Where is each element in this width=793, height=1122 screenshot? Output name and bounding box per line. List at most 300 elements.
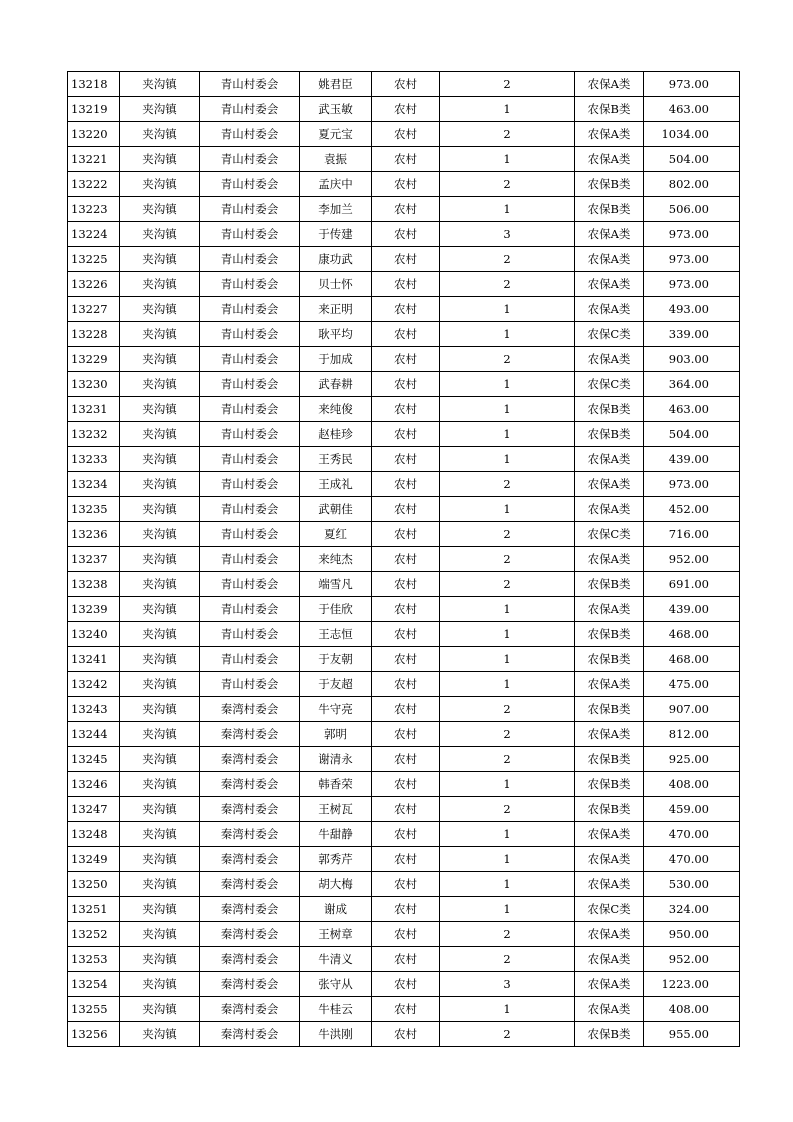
- record-id-cell: 13254: [68, 972, 120, 997]
- record-id-cell: 13220: [68, 122, 120, 147]
- town-cell: 夹沟镇: [120, 672, 200, 697]
- member-count-cell: 1: [440, 372, 575, 397]
- name-cell: 于传建: [300, 222, 372, 247]
- household-type-cell: 农村: [372, 522, 440, 547]
- amount-cell: 1034.00: [644, 122, 740, 147]
- household-type-cell: 农村: [372, 572, 440, 597]
- table-row: [68, 622, 740, 647]
- village-committee-cell: 青山村委会: [200, 222, 300, 247]
- table-row: [68, 347, 740, 372]
- name-cell: 来纯俊: [300, 397, 372, 422]
- table-row: [68, 72, 740, 97]
- name-cell: 赵桂珍: [300, 422, 372, 447]
- amount-cell: 973.00: [644, 272, 740, 297]
- household-type-cell: 农村: [372, 922, 440, 947]
- amount-cell: 493.00: [644, 297, 740, 322]
- member-count-cell: 2: [440, 172, 575, 197]
- member-count-cell: 1: [440, 297, 575, 322]
- town-cell: 夹沟镇: [120, 897, 200, 922]
- record-id-cell: 13252: [68, 922, 120, 947]
- town-cell: 夹沟镇: [120, 372, 200, 397]
- village-committee-cell: 青山村委会: [200, 472, 300, 497]
- member-count-cell: 3: [440, 222, 575, 247]
- record-id-cell: 13247: [68, 797, 120, 822]
- insurance-class-cell: 农保A类: [575, 722, 644, 747]
- amount-cell: 324.00: [644, 897, 740, 922]
- member-count-cell: 2: [440, 122, 575, 147]
- member-count-cell: 1: [440, 322, 575, 347]
- name-cell: 王树瓦: [300, 797, 372, 822]
- record-id-cell: 13243: [68, 697, 120, 722]
- town-cell: 夹沟镇: [120, 397, 200, 422]
- table-row: [68, 747, 740, 772]
- town-cell: 夹沟镇: [120, 222, 200, 247]
- name-cell: 袁振: [300, 147, 372, 172]
- table-row: [68, 272, 740, 297]
- table-row: [68, 497, 740, 522]
- member-count-cell: 1: [440, 397, 575, 422]
- amount-cell: 973.00: [644, 472, 740, 497]
- household-type-cell: 农村: [372, 697, 440, 722]
- town-cell: 夹沟镇: [120, 697, 200, 722]
- village-committee-cell: 青山村委会: [200, 497, 300, 522]
- town-cell: 夹沟镇: [120, 547, 200, 572]
- amount-cell: 452.00: [644, 497, 740, 522]
- household-type-cell: 农村: [372, 322, 440, 347]
- household-type-cell: 农村: [372, 1022, 440, 1047]
- insurance-class-cell: 农保B类: [575, 572, 644, 597]
- table-row: [68, 372, 740, 397]
- member-count-cell: 1: [440, 597, 575, 622]
- name-cell: 姚君臣: [300, 72, 372, 97]
- member-count-cell: 1: [440, 622, 575, 647]
- village-committee-cell: 青山村委会: [200, 247, 300, 272]
- insurance-class-cell: 农保B类: [575, 647, 644, 672]
- insurance-class-cell: 农保A类: [575, 947, 644, 972]
- name-cell: 郭明: [300, 722, 372, 747]
- town-cell: 夹沟镇: [120, 772, 200, 797]
- table-row: [68, 297, 740, 322]
- insurance-class-cell: 农保B类: [575, 697, 644, 722]
- town-cell: 夹沟镇: [120, 147, 200, 172]
- village-committee-cell: 秦湾村委会: [200, 722, 300, 747]
- record-id-cell: 13241: [68, 647, 120, 672]
- household-type-cell: 农村: [372, 272, 440, 297]
- household-type-cell: 农村: [372, 297, 440, 322]
- record-id-cell: 13234: [68, 472, 120, 497]
- town-cell: 夹沟镇: [120, 947, 200, 972]
- village-committee-cell: 青山村委会: [200, 597, 300, 622]
- name-cell: 王秀民: [300, 447, 372, 472]
- table-row: [68, 772, 740, 797]
- record-id-cell: 13224: [68, 222, 120, 247]
- amount-cell: 459.00: [644, 797, 740, 822]
- record-id-cell: 13221: [68, 147, 120, 172]
- village-committee-cell: 青山村委会: [200, 572, 300, 597]
- member-count-cell: 2: [440, 272, 575, 297]
- town-cell: 夹沟镇: [120, 972, 200, 997]
- insurance-class-cell: 农保A类: [575, 547, 644, 572]
- member-count-cell: 1: [440, 872, 575, 897]
- insurance-class-cell: 农保C类: [575, 897, 644, 922]
- household-type-cell: 农村: [372, 222, 440, 247]
- amount-cell: 907.00: [644, 697, 740, 722]
- table-row: [68, 722, 740, 747]
- roster-body: [68, 72, 740, 1047]
- amount-cell: 463.00: [644, 97, 740, 122]
- table-row: [68, 472, 740, 497]
- member-count-cell: 2: [440, 797, 575, 822]
- village-committee-cell: 秦湾村委会: [200, 972, 300, 997]
- household-type-cell: 农村: [372, 797, 440, 822]
- name-cell: 于友朝: [300, 647, 372, 672]
- insurance-class-cell: 农保C类: [575, 372, 644, 397]
- amount-cell: 973.00: [644, 72, 740, 97]
- member-count-cell: 2: [440, 547, 575, 572]
- amount-cell: 475.00: [644, 672, 740, 697]
- member-count-cell: 2: [440, 572, 575, 597]
- insurance-class-cell: 农保A类: [575, 822, 644, 847]
- table-row: [68, 147, 740, 172]
- amount-cell: 470.00: [644, 822, 740, 847]
- amount-cell: 950.00: [644, 922, 740, 947]
- village-committee-cell: 青山村委会: [200, 272, 300, 297]
- record-id-cell: 13237: [68, 547, 120, 572]
- member-count-cell: 2: [440, 72, 575, 97]
- record-id-cell: 13249: [68, 847, 120, 872]
- village-committee-cell: 青山村委会: [200, 397, 300, 422]
- record-id-cell: 13239: [68, 597, 120, 622]
- name-cell: 孟庆中: [300, 172, 372, 197]
- insurance-class-cell: 农保A类: [575, 447, 644, 472]
- household-type-cell: 农村: [372, 822, 440, 847]
- town-cell: 夹沟镇: [120, 172, 200, 197]
- village-committee-cell: 秦湾村委会: [200, 822, 300, 847]
- amount-cell: 439.00: [644, 447, 740, 472]
- amount-cell: 802.00: [644, 172, 740, 197]
- amount-cell: 903.00: [644, 347, 740, 372]
- household-type-cell: 农村: [372, 647, 440, 672]
- insurance-class-cell: 农保B类: [575, 772, 644, 797]
- household-type-cell: 农村: [372, 772, 440, 797]
- village-committee-cell: 青山村委会: [200, 547, 300, 572]
- insurance-class-cell: 农保A类: [575, 872, 644, 897]
- town-cell: 夹沟镇: [120, 747, 200, 772]
- record-id-cell: 13255: [68, 997, 120, 1022]
- household-type-cell: 农村: [372, 947, 440, 972]
- town-cell: 夹沟镇: [120, 97, 200, 122]
- member-count-cell: 1: [440, 447, 575, 472]
- member-count-cell: 2: [440, 722, 575, 747]
- town-cell: 夹沟镇: [120, 122, 200, 147]
- name-cell: 牛洪刚: [300, 1022, 372, 1047]
- name-cell: 耿平均: [300, 322, 372, 347]
- household-type-cell: 农村: [372, 847, 440, 872]
- table-row: [68, 197, 740, 222]
- member-count-cell: 1: [440, 147, 575, 172]
- town-cell: 夹沟镇: [120, 722, 200, 747]
- name-cell: 于友超: [300, 672, 372, 697]
- household-type-cell: 农村: [372, 372, 440, 397]
- name-cell: 武玉敏: [300, 97, 372, 122]
- name-cell: 张守从: [300, 972, 372, 997]
- household-type-cell: 农村: [372, 597, 440, 622]
- town-cell: 夹沟镇: [120, 497, 200, 522]
- amount-cell: 973.00: [644, 222, 740, 247]
- record-id-cell: 13232: [68, 422, 120, 447]
- insurance-class-cell: 农保A类: [575, 72, 644, 97]
- insurance-class-cell: 农保C类: [575, 522, 644, 547]
- village-committee-cell: 青山村委会: [200, 297, 300, 322]
- amount-cell: 463.00: [644, 397, 740, 422]
- household-type-cell: 农村: [372, 897, 440, 922]
- village-committee-cell: 秦湾村委会: [200, 747, 300, 772]
- member-count-cell: 2: [440, 522, 575, 547]
- record-id-cell: 13248: [68, 822, 120, 847]
- household-type-cell: 农村: [372, 547, 440, 572]
- amount-cell: 530.00: [644, 872, 740, 897]
- insurance-class-cell: 农保B类: [575, 197, 644, 222]
- household-type-cell: 农村: [372, 122, 440, 147]
- amount-cell: 439.00: [644, 597, 740, 622]
- table-row: [68, 697, 740, 722]
- member-count-cell: 1: [440, 997, 575, 1022]
- insurance-class-cell: 农保A类: [575, 122, 644, 147]
- household-type-cell: 农村: [372, 622, 440, 647]
- insurance-class-cell: 农保B类: [575, 747, 644, 772]
- amount-cell: 408.00: [644, 772, 740, 797]
- record-id-cell: 13245: [68, 747, 120, 772]
- insurance-class-cell: 农保A类: [575, 222, 644, 247]
- insurance-class-cell: 农保B类: [575, 172, 644, 197]
- household-type-cell: 农村: [372, 172, 440, 197]
- table-row: [68, 872, 740, 897]
- insurance-class-cell: 农保B类: [575, 397, 644, 422]
- name-cell: 牛甜静: [300, 822, 372, 847]
- amount-cell: 408.00: [644, 997, 740, 1022]
- amount-cell: 691.00: [644, 572, 740, 597]
- member-count-cell: 2: [440, 1022, 575, 1047]
- table-row: [68, 972, 740, 997]
- insurance-class-cell: 农保B类: [575, 1022, 644, 1047]
- member-count-cell: 2: [440, 922, 575, 947]
- name-cell: 韩香荣: [300, 772, 372, 797]
- village-committee-cell: 秦湾村委会: [200, 897, 300, 922]
- town-cell: 夹沟镇: [120, 597, 200, 622]
- insurance-class-cell: 农保A类: [575, 272, 644, 297]
- village-committee-cell: 秦湾村委会: [200, 1022, 300, 1047]
- member-count-cell: 2: [440, 697, 575, 722]
- town-cell: 夹沟镇: [120, 872, 200, 897]
- member-count-cell: 2: [440, 247, 575, 272]
- household-type-cell: 农村: [372, 472, 440, 497]
- table-row: [68, 797, 740, 822]
- record-id-cell: 13240: [68, 622, 120, 647]
- table-row: [68, 97, 740, 122]
- record-id-cell: 13218: [68, 72, 120, 97]
- village-committee-cell: 秦湾村委会: [200, 947, 300, 972]
- name-cell: 康功武: [300, 247, 372, 272]
- insurance-class-cell: 农保A类: [575, 147, 644, 172]
- village-committee-cell: 青山村委会: [200, 347, 300, 372]
- insurance-class-cell: 农保B类: [575, 97, 644, 122]
- name-cell: 李加兰: [300, 197, 372, 222]
- amount-cell: 339.00: [644, 322, 740, 347]
- table-row: [68, 597, 740, 622]
- name-cell: 牛桂云: [300, 997, 372, 1022]
- household-type-cell: 农村: [372, 397, 440, 422]
- member-count-cell: 1: [440, 897, 575, 922]
- name-cell: 武春耕: [300, 372, 372, 397]
- member-count-cell: 3: [440, 972, 575, 997]
- insurance-class-cell: 农保A类: [575, 672, 644, 697]
- roster-table: [67, 71, 740, 1047]
- table-row: [68, 172, 740, 197]
- record-id-cell: 13225: [68, 247, 120, 272]
- table-row: [68, 997, 740, 1022]
- amount-cell: 952.00: [644, 547, 740, 572]
- town-cell: 夹沟镇: [120, 197, 200, 222]
- name-cell: 王志恒: [300, 622, 372, 647]
- name-cell: 郭秀芹: [300, 847, 372, 872]
- table-row: [68, 947, 740, 972]
- town-cell: 夹沟镇: [120, 247, 200, 272]
- name-cell: 王树章: [300, 922, 372, 947]
- insurance-class-cell: 农保B类: [575, 622, 644, 647]
- name-cell: 来纯杰: [300, 547, 372, 572]
- record-id-cell: 13244: [68, 722, 120, 747]
- table-row: [68, 897, 740, 922]
- insurance-class-cell: 农保A类: [575, 247, 644, 272]
- insurance-class-cell: 农保A类: [575, 297, 644, 322]
- household-type-cell: 农村: [372, 447, 440, 472]
- name-cell: 夏元宝: [300, 122, 372, 147]
- village-committee-cell: 秦湾村委会: [200, 797, 300, 822]
- member-count-cell: 1: [440, 772, 575, 797]
- name-cell: 武朝佳: [300, 497, 372, 522]
- record-id-cell: 13236: [68, 522, 120, 547]
- name-cell: 于加成: [300, 347, 372, 372]
- village-committee-cell: 青山村委会: [200, 672, 300, 697]
- insurance-class-cell: 农保A类: [575, 972, 644, 997]
- village-committee-cell: 青山村委会: [200, 422, 300, 447]
- table-row: [68, 397, 740, 422]
- village-committee-cell: 青山村委会: [200, 372, 300, 397]
- record-id-cell: 13229: [68, 347, 120, 372]
- record-id-cell: 13223: [68, 197, 120, 222]
- member-count-cell: 1: [440, 497, 575, 522]
- village-committee-cell: 青山村委会: [200, 647, 300, 672]
- record-id-cell: 13250: [68, 872, 120, 897]
- town-cell: 夹沟镇: [120, 1022, 200, 1047]
- town-cell: 夹沟镇: [120, 822, 200, 847]
- town-cell: 夹沟镇: [120, 347, 200, 372]
- record-id-cell: 13227: [68, 297, 120, 322]
- table-row: [68, 647, 740, 672]
- household-type-cell: 农村: [372, 72, 440, 97]
- town-cell: 夹沟镇: [120, 647, 200, 672]
- member-count-cell: 2: [440, 347, 575, 372]
- amount-cell: 1223.00: [644, 972, 740, 997]
- household-type-cell: 农村: [372, 97, 440, 122]
- village-committee-cell: 青山村委会: [200, 72, 300, 97]
- table-row: [68, 247, 740, 272]
- village-committee-cell: 秦湾村委会: [200, 922, 300, 947]
- name-cell: 来正明: [300, 297, 372, 322]
- name-cell: 夏红: [300, 522, 372, 547]
- table-row: [68, 547, 740, 572]
- name-cell: 贝士怀: [300, 272, 372, 297]
- town-cell: 夹沟镇: [120, 797, 200, 822]
- name-cell: 王成礼: [300, 472, 372, 497]
- record-id-cell: 13233: [68, 447, 120, 472]
- record-id-cell: 13253: [68, 947, 120, 972]
- village-committee-cell: 青山村委会: [200, 122, 300, 147]
- town-cell: 夹沟镇: [120, 72, 200, 97]
- village-committee-cell: 秦湾村委会: [200, 872, 300, 897]
- member-count-cell: 1: [440, 97, 575, 122]
- village-committee-cell: 秦湾村委会: [200, 847, 300, 872]
- table-row: [68, 522, 740, 547]
- insurance-class-cell: 农保A类: [575, 922, 644, 947]
- household-type-cell: 农村: [372, 422, 440, 447]
- name-cell: 牛守亮: [300, 697, 372, 722]
- insurance-class-cell: 农保A类: [575, 847, 644, 872]
- member-count-cell: 1: [440, 422, 575, 447]
- town-cell: 夹沟镇: [120, 847, 200, 872]
- record-id-cell: 13238: [68, 572, 120, 597]
- town-cell: 夹沟镇: [120, 472, 200, 497]
- village-committee-cell: 青山村委会: [200, 172, 300, 197]
- member-count-cell: 1: [440, 847, 575, 872]
- name-cell: 胡大梅: [300, 872, 372, 897]
- household-type-cell: 农村: [372, 722, 440, 747]
- table-row: [68, 572, 740, 597]
- town-cell: 夹沟镇: [120, 297, 200, 322]
- town-cell: 夹沟镇: [120, 322, 200, 347]
- town-cell: 夹沟镇: [120, 272, 200, 297]
- amount-cell: 506.00: [644, 197, 740, 222]
- household-type-cell: 农村: [372, 147, 440, 172]
- table-row: [68, 447, 740, 472]
- amount-cell: 468.00: [644, 622, 740, 647]
- table-row: [68, 122, 740, 147]
- household-type-cell: 农村: [372, 197, 440, 222]
- village-committee-cell: 青山村委会: [200, 197, 300, 222]
- insurance-class-cell: 农保B类: [575, 797, 644, 822]
- amount-cell: 812.00: [644, 722, 740, 747]
- amount-cell: 504.00: [644, 422, 740, 447]
- record-id-cell: 13231: [68, 397, 120, 422]
- household-type-cell: 农村: [372, 997, 440, 1022]
- amount-cell: 925.00: [644, 747, 740, 772]
- table-row: [68, 222, 740, 247]
- household-type-cell: 农村: [372, 872, 440, 897]
- member-count-cell: 1: [440, 672, 575, 697]
- member-count-cell: 1: [440, 197, 575, 222]
- name-cell: 端雪凡: [300, 572, 372, 597]
- village-committee-cell: 青山村委会: [200, 522, 300, 547]
- table-row: [68, 922, 740, 947]
- table-row: [68, 822, 740, 847]
- town-cell: 夹沟镇: [120, 447, 200, 472]
- town-cell: 夹沟镇: [120, 997, 200, 1022]
- insurance-class-cell: 农保B类: [575, 422, 644, 447]
- record-id-cell: 13230: [68, 372, 120, 397]
- insurance-class-cell: 农保A类: [575, 472, 644, 497]
- amount-cell: 470.00: [644, 847, 740, 872]
- insurance-class-cell: 农保A类: [575, 497, 644, 522]
